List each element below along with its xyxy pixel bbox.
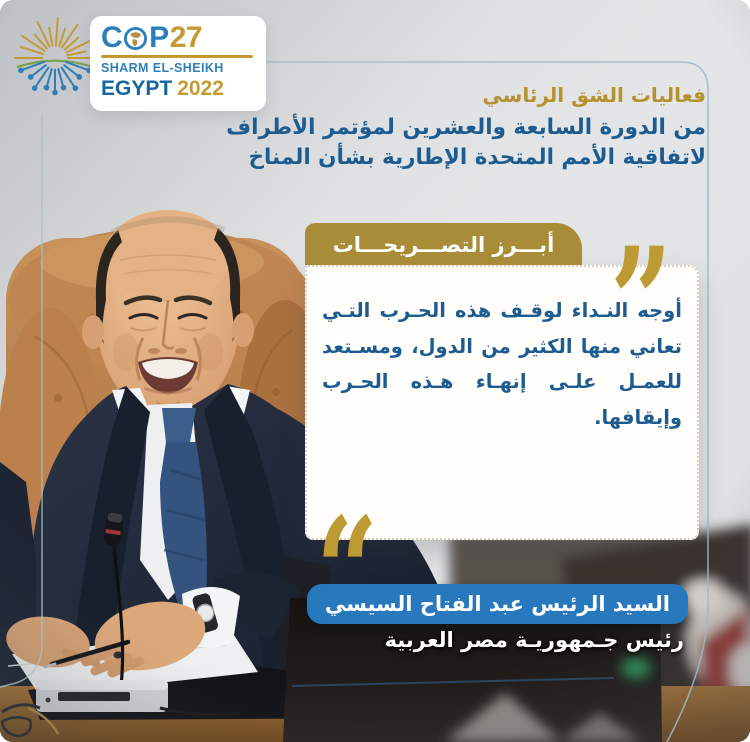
globe-icon (123, 26, 148, 51)
quote-line: تعاني منها الكثير من الدول، ومسـتعد (322, 334, 682, 358)
logo-number: 27 (169, 21, 203, 54)
quote-line: للعمـل علـى إنهـاء هـذه الحـرب (322, 370, 682, 393)
quote-mark-open-icon: “ (316, 485, 379, 661)
event-header (226, 82, 706, 172)
event-kicker: فعاليات الشق الرئاسي (482, 83, 706, 107)
logo-location: SHARM EL-SHEIKH (101, 60, 224, 75)
logo-letter-p: P (149, 21, 169, 54)
quote-mark-close-icon: ” (610, 215, 673, 391)
logo-letter-c: C (101, 21, 123, 54)
event-title-line2: من الدورة السابعة والعشرين لمؤتمر الأطراف (226, 115, 706, 140)
logo-divider (101, 55, 253, 58)
quote-card (305, 265, 699, 540)
speaker-name-badge: السيد الرئيس عبد الفتاح السيسي (307, 584, 688, 624)
speaker-title: رئيس جـمهوريـة مصر العربية (384, 628, 684, 652)
logo-year: 2022 (177, 76, 224, 100)
quote-line: أوجه النـداء لوقـف هذه الحـرب التـي (322, 299, 682, 322)
statements-badge: أبـــرز التصـــريحـــات (305, 223, 582, 265)
quote-line: وإيقافها. (594, 405, 682, 429)
cop27-wordmark (101, 23, 260, 53)
event-title-line3: لاتفاقية الأمم المتحدة الإطارية بشأن المناخ (248, 144, 706, 170)
logo-country: EGYPT (101, 76, 173, 100)
